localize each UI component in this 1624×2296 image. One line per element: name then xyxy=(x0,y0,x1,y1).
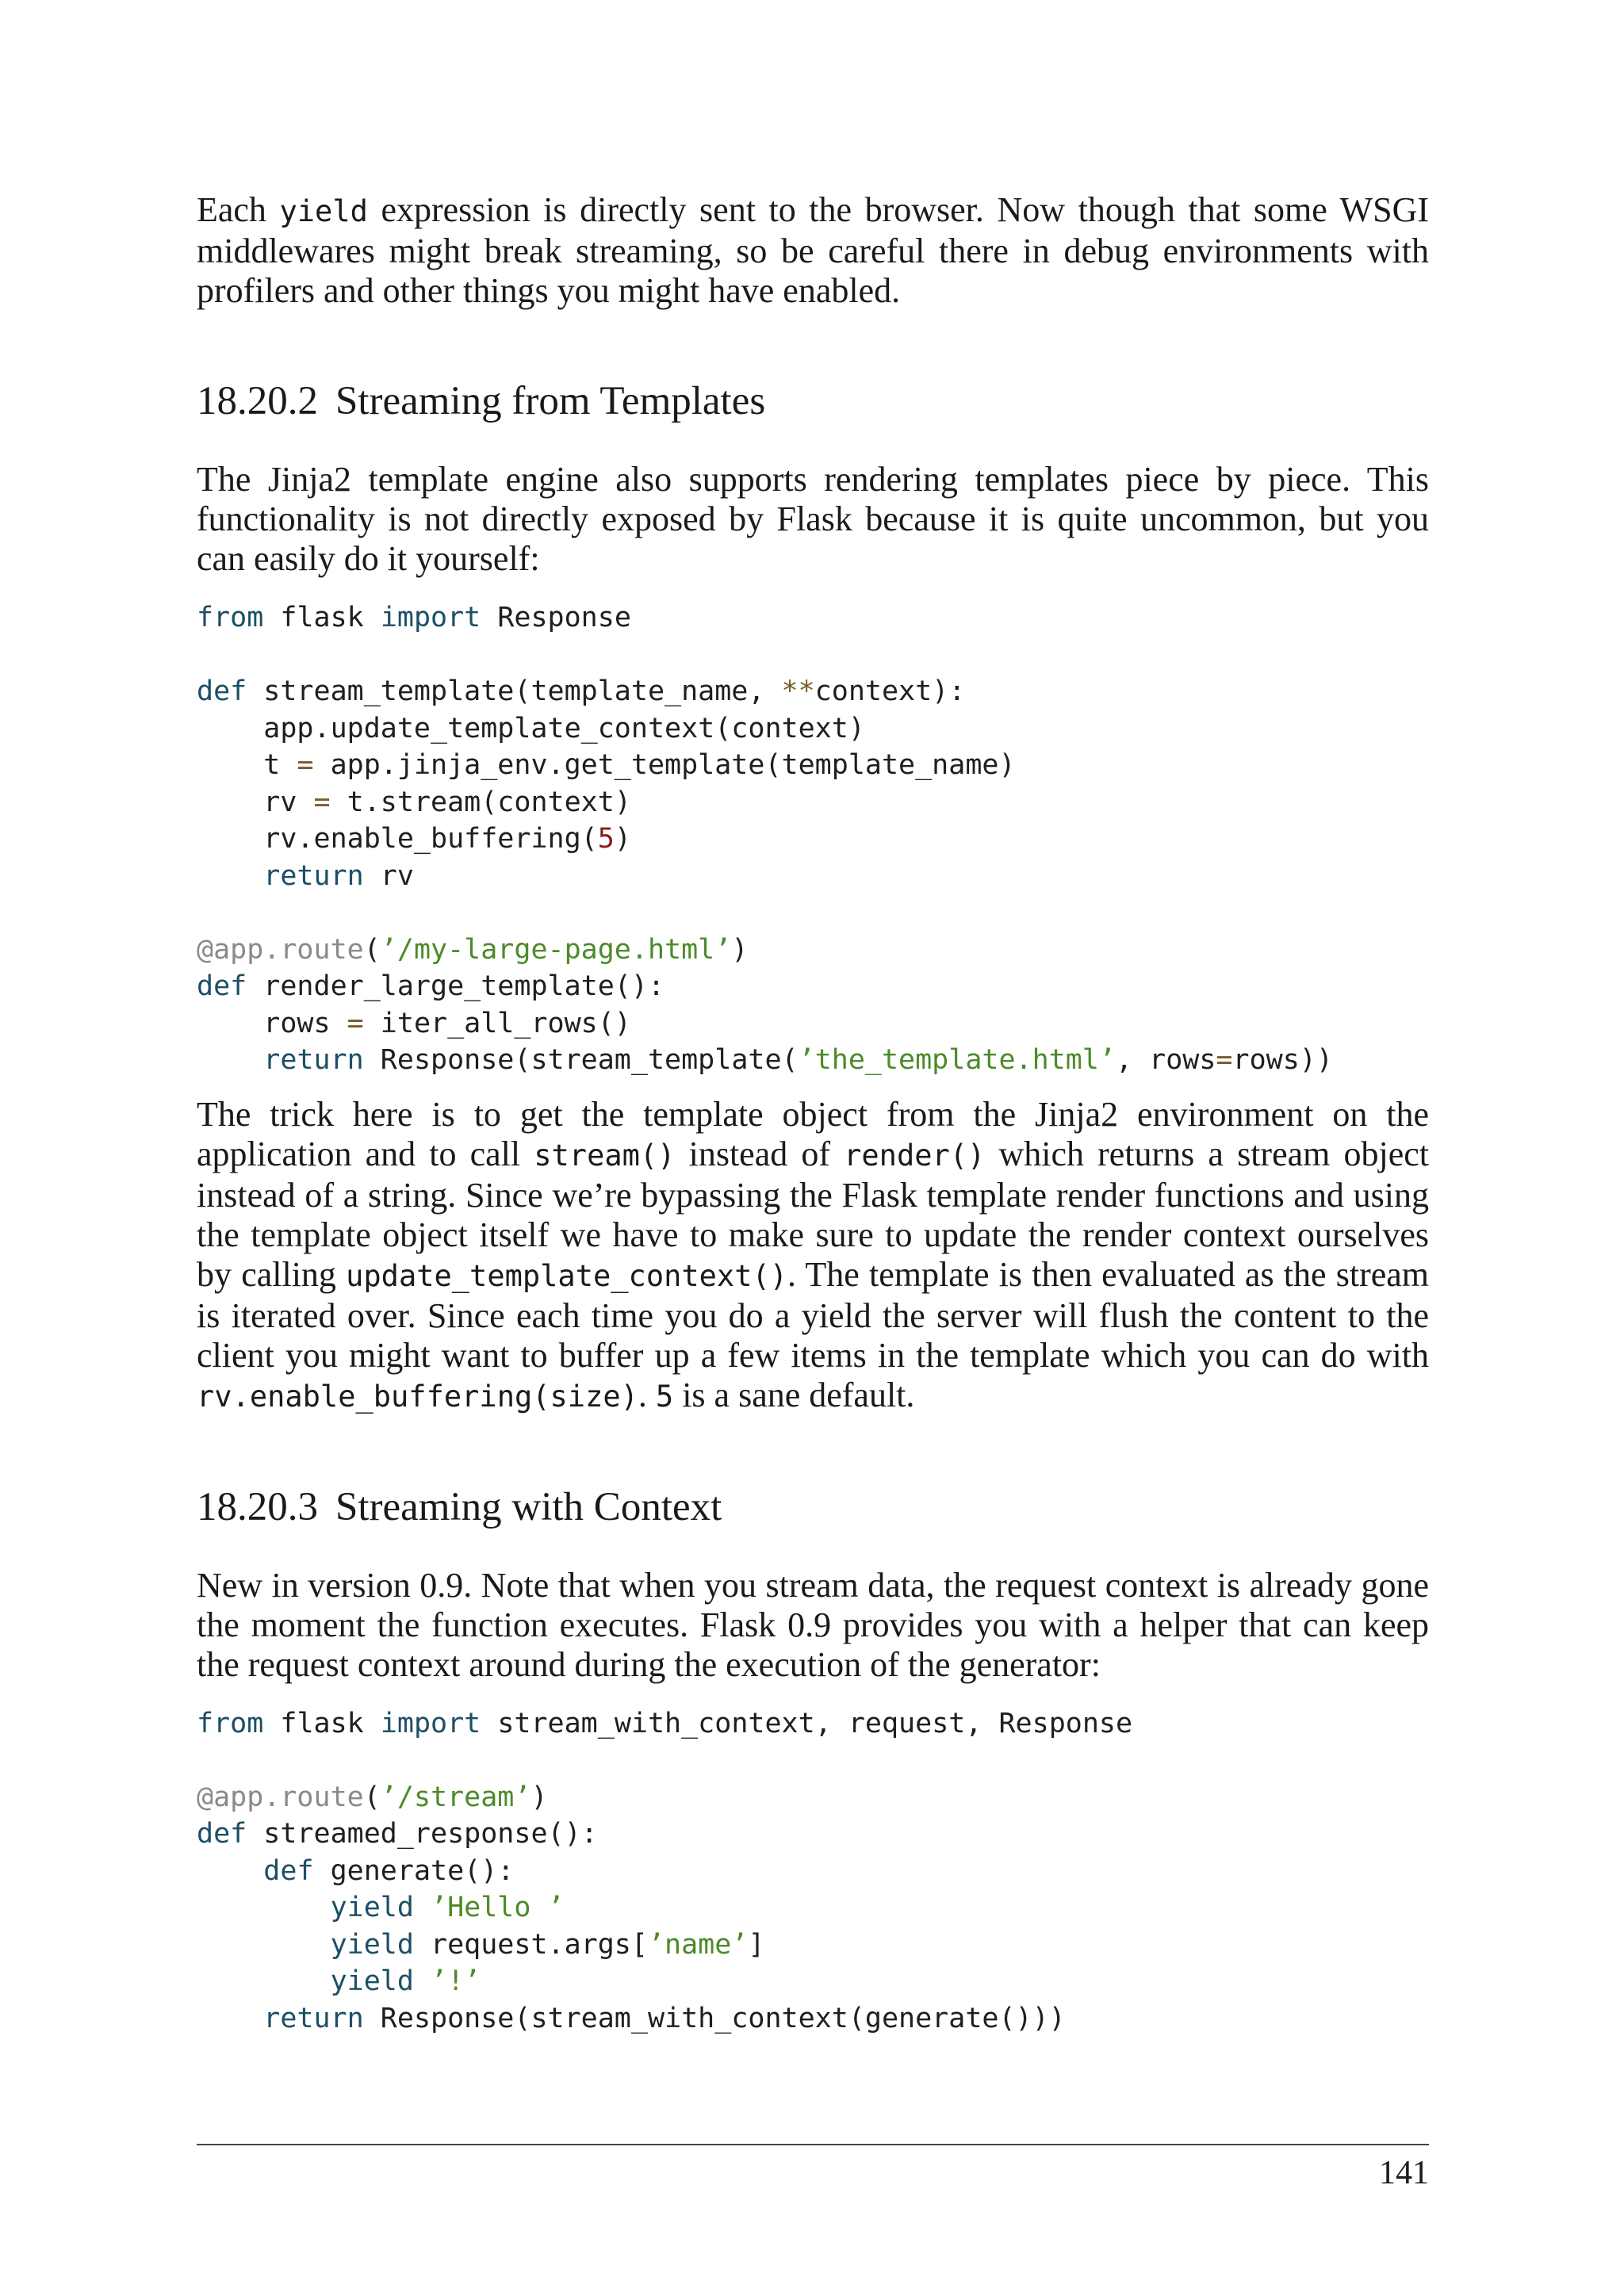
section-heading-templates: 18.20.2 Streaming from Templates xyxy=(197,379,766,423)
footer-rule xyxy=(197,2144,1429,2145)
code-block-stream-with-context: from flask import stream_with_context, request, Response @app.route(’/stream’) def streamed_response(): def generate(): yield ’Hello ’ yield request.args[’name’] yield ’!’ return Response(stream_with_context(generate())) xyxy=(197,1707,1133,2034)
code-block-stream-template: from flask import Response def stream_template(template_name, **context): app.update_template_context(context) t = app.jinja_env.get_template(template_name) rv = t.stream(context) rv.enable_buffering(5) return rv @app.route(’/my-large-page.html’) def render_large_template(): rows = iter_all_rows() return Response(stream_template(’the_template.html’, rows=rows)) xyxy=(197,602,1333,1076)
templates-explanation-paragraph: The trick here is to get the template object from the Jinja2 environment on the application and to call stream() instead of render() which returns a stream object instead of a string. Since we’re bypassing the Flask template render functions and using the template object itself we have to make sure to update the render context ourselves by calling update_template_context(). The template is then evaluated as the stream is iterated over. Since each time you do a yield the server will flush the content to the client you might want to buffer up a few items in the template which you can do with rv.enable_buffering(size). 5 is a sane default. xyxy=(197,1094,1429,1414)
intro-paragraph: Each yield expression is directly sent to the browser. Now though that some WSGI middlewares might break streaming, so be careful there in debug environments with profilers and other things you might have enabled. xyxy=(197,190,1429,310)
page-number: 141 xyxy=(1379,2155,1429,2191)
templates-intro-paragraph: The Jinja2 template engine also supports rendering templates piece by piece. This functionality is not directly exposed by Flask because it is quite uncommon, but you can easily do it yourself: xyxy=(197,460,1429,578)
section-heading-context: 18.20.3 Streaming with Context xyxy=(197,1484,722,1529)
context-intro-paragraph: New in version 0.9. Note that when you stream data, the request context is already gone the moment the function executes. Flask 0.9 provides you with a helper that can keep the request context around during the execution of the generator: xyxy=(197,1565,1429,1684)
page-content xyxy=(197,190,1429,2037)
